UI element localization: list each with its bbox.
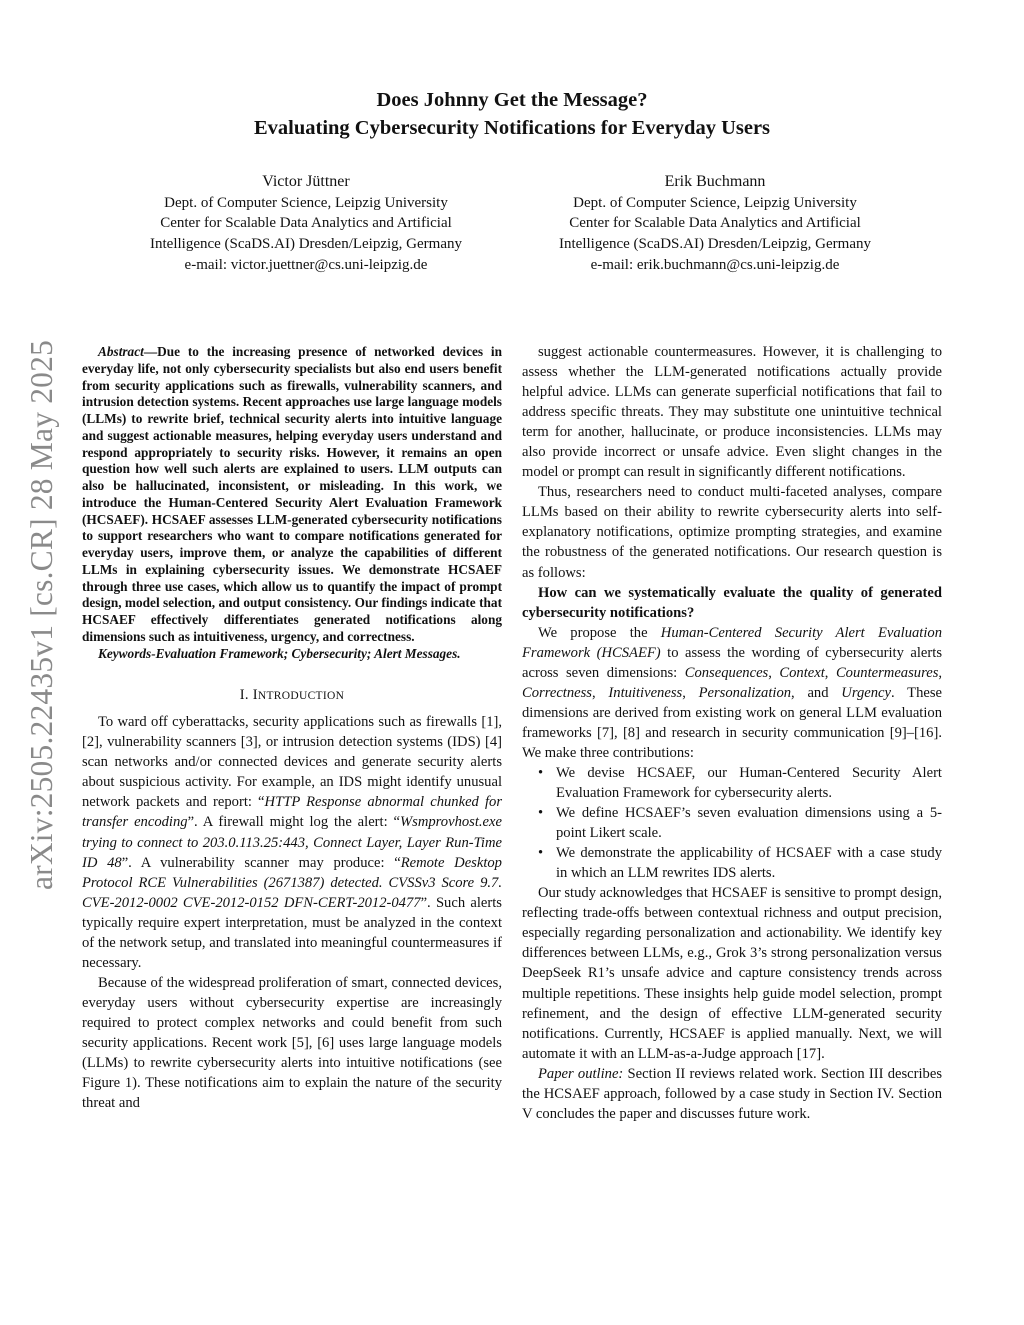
- affiliation-line: Dept. of Computer Science, Leipzig University: [164, 194, 448, 211]
- affiliation-line: Intelligence (ScaDS.AI) Dresden/Leipzig, Germany: [150, 236, 462, 253]
- paragraph: [522, 883, 942, 1063]
- text-segment: suggest actionable countermeasures. However, it is challenging to assess whether the LLM-generated notifications actually provide helpful advice. LLMs can generate superficial notifications that fail to address specific threats. They may substitute one unintuitive technical term for another, hallucinate, or produce inconsistencies. LLMs may also provide incorrect or unsafe advice. Even slight changes in the model or prompt can result in significantly different notifications.: [522, 344, 942, 481]
- text-segment: ,: [824, 664, 836, 681]
- contribution-item: [538, 803, 942, 843]
- text-segment: ,: [682, 684, 699, 701]
- author-block-1: [106, 172, 506, 276]
- left-column: [82, 344, 502, 1113]
- author-email: e-mail: erik.buchmann@cs.uni-leipzig.de: [590, 256, 840, 273]
- italic-text: Urgency: [841, 684, 891, 701]
- contribution-text: We define HCSAEF’s seven evaluation dimensions using a 5-point Likert scale.: [556, 805, 942, 842]
- italic-text: Consequences: [684, 664, 769, 681]
- paragraph: [522, 623, 942, 763]
- italic-text: Remote Desktop Protocol RCE Vulnerabilities (2671387) detected. CVSSv3 Score 9.7. CVE-2012-0002 CVE-2012-0152 DFN-CERT-2012-0477: [82, 854, 502, 911]
- section-rest: NTRODUCTION: [257, 690, 345, 703]
- keywords: Keywords-Evaluation Framework; Cybersecurity; Alert Messages.: [98, 645, 461, 661]
- text-segment: Section II reviews related work. Section III describes the HCSAEF approach, followed by a case study in Section IV. Section V concludes the paper and discusses future work.: [522, 1065, 942, 1122]
- paper-title: [0, 86, 1024, 142]
- text-segment: to assess the wording of cybersecurity alerts across seven dimensions:: [522, 644, 942, 681]
- intro-paragraphs-continued: [522, 342, 942, 583]
- text-segment: ,: [592, 684, 609, 701]
- paragraph: [522, 482, 942, 582]
- contribution-text: We devise HCSAEF, our Human-Centered Security Alert Evaluation Framework for cybersecurity alerts.: [556, 764, 942, 802]
- section-heading-introduction: [82, 687, 502, 704]
- text-segment: Thus, researchers need to conduct multi-faceted analyses, compare LLMs based on their ability to rewrite cybersecurity alerts into self-explanatory notifications, optimize prompting strategies, and examine the robustness of the generated notifications. Our research question is as follows:: [522, 484, 942, 581]
- italic-text: HTTP Response abnormal chunked for transfer encoding: [82, 794, 503, 831]
- italic-text: Correctness: [522, 684, 592, 701]
- author-block-2: [515, 172, 915, 276]
- right-column: [522, 342, 942, 1124]
- text-segment: ”. A firewall might log the alert: “: [187, 814, 400, 831]
- affiliation-line: Center for Scalable Data Analytics and Artificial: [569, 215, 861, 232]
- research-question: How can we systematically evaluate the quality of generated cybersecurity notifications?: [522, 584, 942, 621]
- text-segment: Our study acknowledges that HCSAEF is sensitive to prompt design, reflecting trade-offs between contextual richness and output precision, especially regarding personalization and actionability. We identify key differences between LLMs, e.g., Grok 3’s strong personalization versus DeepSeek R1’s unsafe advice and capture consistency trends across multiple repetitions. These insights help guide model selection, prompt refinement, and the design of effective LLM-generated security notifications. Currently, HCSAEF is applied manually. Next, we will automate it with an LLM-as-a-Judge approach [17].: [522, 885, 942, 1062]
- text-segment: ”. A vulnerability scanner may produce: “: [121, 854, 401, 871]
- abstract: [82, 344, 502, 646]
- findings-paragraphs: [522, 883, 942, 1124]
- proposal-paragraph: [522, 623, 942, 763]
- italic-text: Wsmprovhost.exe trying to connect to 203.0.113.25:443, Connect Layer, Layer Run-Time ID 48: [82, 814, 502, 871]
- affiliation-line: Intelligence (ScaDS.AI) Dresden/Leipzig, Germany: [559, 236, 871, 253]
- text-segment: ”. Such alerts typically require expert interpretation, must be analyzed in the context of the network setup, and translated into meaningful countermeasures if necessary.: [82, 894, 502, 971]
- paragraph: [522, 1064, 942, 1124]
- paragraph: [82, 712, 502, 973]
- title-line-2: Evaluating Cybersecurity Notifications for Everyday Users: [253, 117, 771, 139]
- contribution-item: [538, 763, 942, 803]
- text-segment: We propose the: [538, 624, 661, 641]
- italic-text: Paper outline:: [538, 1065, 624, 1082]
- italic-text: Intuitiveness: [608, 684, 683, 701]
- bullet-icon: •: [538, 764, 544, 781]
- author-name: Erik Buchmann: [664, 173, 766, 190]
- arxiv-identifier: arXiv:2505.22435v1 [cs.CR] 28 May 2025: [24, 339, 59, 891]
- affiliation-line: Dept. of Computer Science, Leipzig University: [573, 194, 857, 211]
- text-segment: ,: [938, 664, 943, 681]
- bullet-icon: •: [538, 805, 544, 822]
- author-name: Victor Jüttner: [262, 173, 350, 190]
- intro-paragraphs: [82, 712, 502, 1113]
- abstract-label: Abstract: [98, 344, 144, 359]
- contributions-list: [522, 763, 942, 883]
- contribution-text: We demonstrate the applicability of HCSAEF with a case study in which an LLM rewrites IDS alerts.: [556, 845, 942, 882]
- title-line-1: Does Johnny Get the Message?: [376, 89, 648, 111]
- contribution-item: [538, 843, 942, 883]
- text-segment: ,: [768, 664, 780, 681]
- author-email: e-mail: victor.juettner@cs.uni-leipzig.de: [184, 256, 428, 273]
- italic-text: Countermeasures: [835, 664, 939, 681]
- paragraph: [522, 342, 942, 482]
- affiliation-line: Center for Scalable Data Analytics and Artificial: [160, 215, 452, 232]
- italic-text: Personalization: [698, 684, 792, 701]
- text-segment: . These dimensions are derived from existing work on general LLM evaluation frameworks [7], [8] and research in security communication [9]–[16]. We make three contributions:: [522, 684, 942, 761]
- bullet-icon: •: [538, 845, 544, 862]
- text-segment: , and: [791, 684, 842, 701]
- paragraph: [82, 973, 502, 1113]
- section-initial: I: [252, 687, 258, 704]
- text-segment: To ward off cyberattacks, security applications such as firewalls [1], [2], vulnerability scanners [3], or intrusion detection systems (IDS) [4] scan networks and/or connected devices and generate security alerts about suspicious activity. For example, an IDS might identify unusual network packets and report: “: [82, 714, 502, 811]
- italic-text: Context: [779, 664, 825, 681]
- abstract-text: —Due to the increasing presence of networked devices in everyday life, not only cybersecurity specialists but also end users benefit from security applications such as firewalls, vulnerability scanners, and intrusion detection systems. Recent approaches use large language models (LLMs) to rewrite brief, technical security alerts into intuitive language and suggest actionable measures, helping everyday users understand and respond appropriately to security risks. However, it remains an open question how well such alerts are explained to users. LLM outputs can also be hallucinated, inconsistent, or misleading. In this work, we introduce the Human-Centered Security Alert Evaluation Framework (HCSAEF). HCSAEF assesses LLM-generated cybersecurity notifications to support researchers who want to compare notifications generated for everyday users, improve them, or analyze the capabilities of different LLMs in explaining cybersecurity issues. We demonstrate HCSAEF through three use cases, which allow us to quantify the impact of prompt design, model selection, and output consistency. Our findings indicate that HCSAEF effectively differentiates generated notifications along dimensions such as intuitiveness, urgency, and correctness.: [82, 344, 502, 644]
- italic-text: Human-Centered Security Alert Evaluation Framework (HCSAEF): [522, 624, 942, 661]
- text-segment: Because of the widespread proliferation of smart, connected devices, everyday users without cybersecurity expertise are increasingly required to protect complex networks and could benefit from such security applications. Recent work [5], [6] uses large language models (LLMs) to rewrite cybersecurity alerts into intuitive notifications (see Figure 1). These notifications aim to explain the nature of the security threat and: [82, 974, 502, 1112]
- section-number: I.: [239, 687, 253, 704]
